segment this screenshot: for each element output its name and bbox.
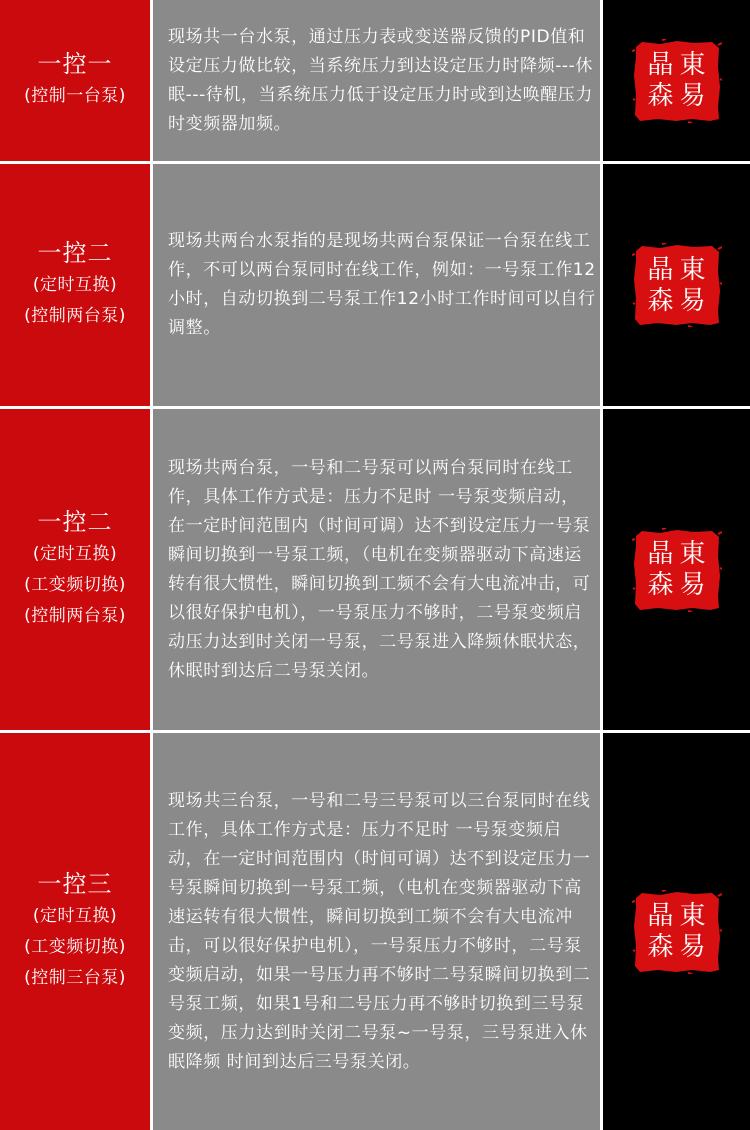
seal-char: 易 [679, 570, 706, 600]
mode-description-cell [153, 409, 600, 730]
mode-description: 现场共三台泵，一号和二号三号泵可以三台泵同时在线工作，具体工作方式是：压力不足时 一号泵变频启动，在一定时间范围内（时间可调）达不到设定压力一号泵瞬间切换到一号泵工频，（电机在变频器驱动下高速运转有很大惯性，瞬间切换到工频不会有大电流冲击，可以很好保护电机），一号泵压力不够时，二号泵变频启动，如果一号压力再不够时二号泵瞬间切换到二号泵工频，如果1号和二号压力再不够时切换到三号泵变频，压力达到时关闭二号泵~一号泵，三号泵进入休眠降频 时间到达后三号泵关闭。 [168, 790, 591, 1072]
table-row [0, 164, 750, 406]
seal-char: 森 [647, 81, 674, 111]
mode-subtitle: (工变频切换) [24, 575, 126, 595]
mode-subtitle: (控制两台泵) [24, 306, 126, 326]
mode-subtitle: (定时互换) [32, 544, 118, 564]
brand-seal-logo [632, 528, 722, 612]
mode-description: 现场共一台水泵，通过压力表或变送器反馈的PID值和设定压力做比较，当系统压力到达设定压力时降频---休眠---待机，当系统压力低于设定压力时或到达唤醒压力时变频器加频。 [168, 26, 594, 134]
mode-label-cell [0, 0, 150, 161]
mode-description: 现场共两台泵，一号和二号泵可以两台泵同时在线工作，具体工作方式是：压力不足时 一号泵变频启动，在一定时间范围内（时间可调）达不到设定压力一号泵瞬间切换到一号泵工频，（电机在变频器驱动下高速运转有很大惯性，瞬间切换到工频不会有大电流冲击，可以很好保护电机），一号泵压力不够时，二号泵变频启动压力达到时关闭一号泵，二号泵进入降频休眠状态，休眠时到达后二号泵关闭。 [168, 457, 591, 681]
brand-seal-logo [632, 243, 722, 327]
mode-title: 一控一 [37, 50, 113, 78]
mode-subtitle: (工变频切换) [24, 937, 126, 957]
seal-char: 東 [679, 254, 706, 285]
seal-char: 晶 [647, 50, 674, 80]
seal-char: 晶 [647, 539, 674, 569]
seal-char: 易 [679, 932, 706, 962]
mode-subtitle: (控制一台泵) [24, 86, 126, 106]
brand-seal-logo [632, 890, 722, 974]
seal-characters [645, 50, 709, 112]
seal-char: 森 [647, 285, 674, 316]
table-row [0, 409, 750, 730]
seal-char: 易 [679, 285, 706, 316]
table-row [0, 733, 750, 1130]
seal-char: 東 [679, 539, 706, 569]
seal-char: 東 [679, 50, 706, 80]
seal-char: 森 [647, 570, 674, 600]
mode-label-cell [0, 164, 150, 406]
seal-char: 晶 [647, 901, 674, 931]
mode-subtitle: (控制三台泵) [24, 968, 126, 988]
mode-description-cell [153, 164, 600, 406]
mode-description-cell [153, 0, 600, 161]
logo-cell [603, 733, 750, 1130]
seal-characters [645, 539, 709, 601]
mode-subtitle: (定时互换) [32, 275, 118, 295]
mode-title: 一控二 [37, 239, 113, 267]
mode-description-cell [153, 733, 600, 1130]
seal-characters [645, 901, 709, 963]
logo-cell [603, 164, 750, 406]
mode-label-cell [0, 409, 150, 730]
mode-description: 现场共两台水泵指的是现场共两台泵保证一台泵在线工作，不可以两台泵同时在线工作，例如：一号泵工作12小时，自动切换到二号泵工作12小时工作时间可以自行调整。 [168, 231, 596, 338]
mode-label-cell [0, 733, 150, 1130]
seal-char: 晶 [647, 254, 674, 285]
mode-subtitle: (定时互换) [32, 906, 118, 926]
table-row [0, 0, 750, 161]
seal-char: 易 [679, 81, 706, 111]
mode-subtitle: (控制两台泵) [24, 606, 126, 626]
brand-seal-logo [632, 39, 722, 123]
seal-char: 森 [647, 932, 674, 962]
logo-cell [603, 409, 750, 730]
mode-title: 一控二 [37, 508, 113, 536]
seal-char: 東 [679, 901, 706, 931]
logo-cell [603, 0, 750, 161]
seal-characters [645, 254, 709, 316]
mode-title: 一控三 [37, 870, 113, 898]
